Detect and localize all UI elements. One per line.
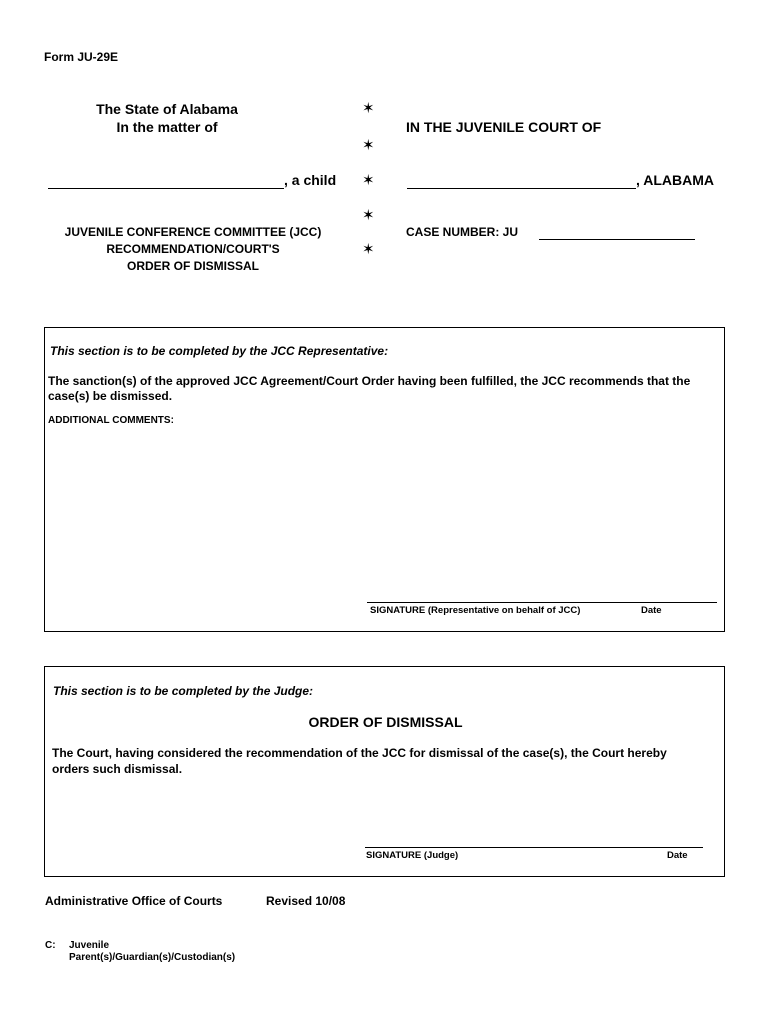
jcc-section-heading: This section is to be completed by the JCC Representative: bbox=[50, 344, 389, 358]
order-title: ORDER OF DISMISSAL bbox=[308, 714, 463, 730]
alabama-label: , ALABAMA bbox=[636, 172, 715, 188]
star-separator: ✶ bbox=[362, 207, 375, 224]
child-name-field[interactable] bbox=[48, 188, 284, 189]
form-id: Form JU-29E bbox=[44, 50, 119, 64]
star-separator: ✶ bbox=[362, 137, 375, 154]
title-line-2: RECOMMENDATION/COURT'S bbox=[106, 242, 280, 256]
jcc-body-line-1: The sanction(s) of the approved JCC Agreement/Court Order having been fulfilled, the JCC recommends that the bbox=[48, 374, 691, 388]
judge-section bbox=[44, 666, 725, 877]
cc-parents: Parent(s)/Guardian(s)/Custodian(s) bbox=[69, 952, 236, 963]
court-label: IN THE JUVENILE COURT OF bbox=[406, 119, 602, 135]
star-separator: ✶ bbox=[362, 172, 375, 189]
title-line-1: JUVENILE CONFERENCE COMMITTEE (JCC) bbox=[64, 225, 322, 239]
additional-comments-label: ADDITIONAL COMMENTS: bbox=[48, 415, 174, 426]
case-number-field[interactable] bbox=[539, 239, 695, 240]
revised-label: Revised 10/08 bbox=[266, 894, 346, 908]
jcc-date-label: Date bbox=[641, 605, 662, 616]
judge-signature-line[interactable] bbox=[365, 847, 703, 848]
cc-label: C: bbox=[45, 940, 56, 951]
state-name: The State of Alabama bbox=[96, 101, 238, 117]
cc-juvenile: Juvenile bbox=[69, 940, 110, 951]
case-number-label: CASE NUMBER: JU bbox=[406, 225, 519, 239]
jcc-body-line-2: case(s) be dismissed. bbox=[48, 389, 173, 403]
jcc-section bbox=[44, 327, 725, 632]
star-separator: ✶ bbox=[362, 241, 375, 258]
judge-body-line-1: The Court, having considered the recommendation of the JCC for dismissal of the case(s), the Court hereby bbox=[52, 746, 667, 760]
county-field[interactable] bbox=[407, 188, 636, 189]
judge-section-heading: This section is to be completed by the Judge: bbox=[53, 684, 314, 698]
jcc-signature-line[interactable] bbox=[367, 602, 717, 603]
judge-body-line-2: orders such dismissal. bbox=[52, 762, 183, 776]
office-label: Administrative Office of Courts bbox=[45, 894, 223, 908]
a-child-label: , a child bbox=[284, 172, 337, 188]
star-separator: ✶ bbox=[362, 100, 375, 117]
jcc-signature-label: SIGNATURE (Representative on behalf of JCC) bbox=[370, 605, 581, 616]
judge-date-label: Date bbox=[667, 850, 688, 861]
title-line-3: ORDER OF DISMISSAL bbox=[126, 259, 259, 273]
judge-signature-label: SIGNATURE (Judge) bbox=[366, 850, 459, 861]
additional-comments-field[interactable] bbox=[48, 430, 718, 590]
matter-label: In the matter of bbox=[116, 119, 218, 135]
